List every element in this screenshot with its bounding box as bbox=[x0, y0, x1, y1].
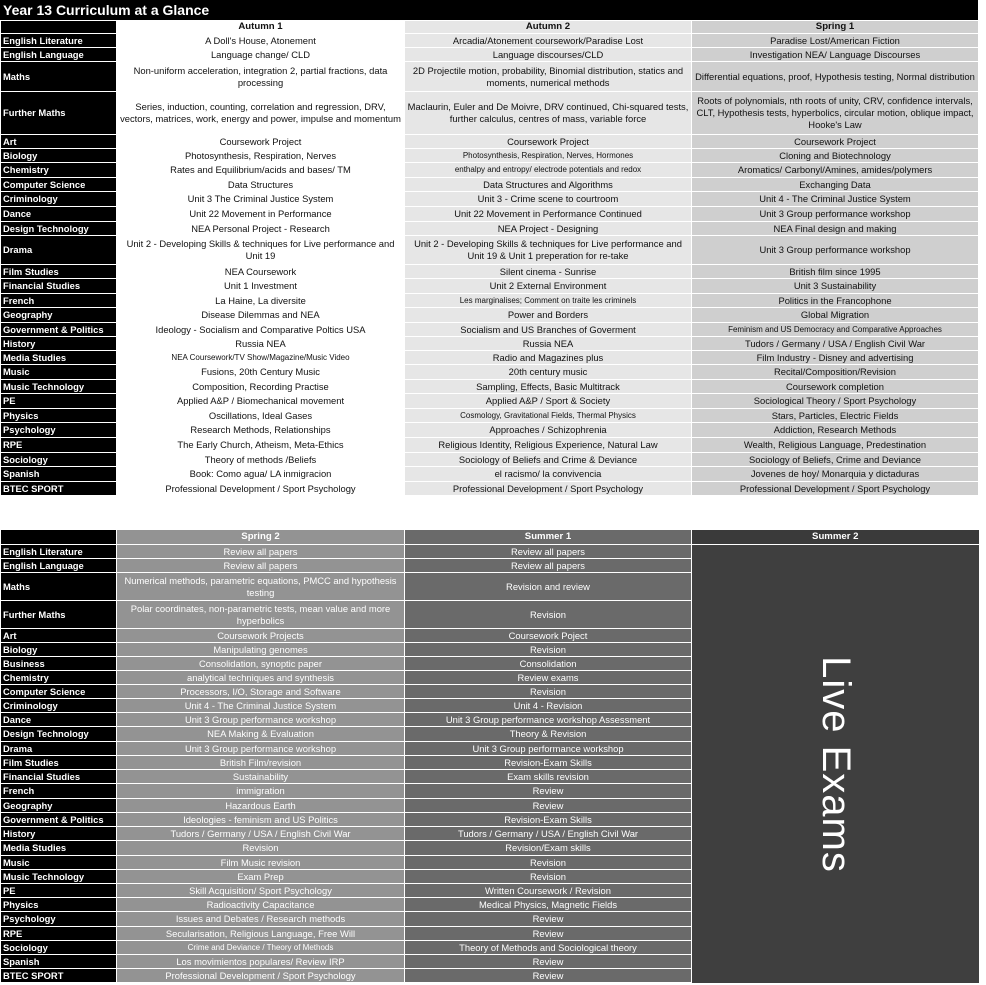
live-exams-cell bbox=[692, 813, 979, 827]
topic-cell: Aromatics/ Carbonyl/Amines, amides/polymers bbox=[692, 163, 979, 178]
topic-cell: Sociology of Beliefs, Crime and Deviance bbox=[692, 453, 979, 467]
subject-row bbox=[1, 699, 979, 713]
subject-row bbox=[1, 784, 979, 799]
topic-cell: Tudors / Germany / USA / English Civil War bbox=[405, 827, 692, 841]
subject-label: Film Studies bbox=[1, 265, 117, 279]
page-title: Year 13 Curriculum at a Glance bbox=[0, 0, 978, 20]
live-exams-cell bbox=[692, 657, 979, 671]
live-exams-cell bbox=[692, 870, 979, 884]
topic-cell: immigration bbox=[117, 784, 405, 799]
subject-label: PE bbox=[1, 884, 117, 898]
subject-label: Design Technology bbox=[1, 727, 117, 742]
live-exams-cell bbox=[692, 827, 979, 841]
topic-cell: Unit 3 Group performance workshop bbox=[117, 713, 405, 727]
live-exams-cell bbox=[692, 629, 979, 643]
subject-row bbox=[1, 34, 979, 48]
subject-row bbox=[1, 163, 979, 178]
topic-cell: Issues and Debates / Research methods bbox=[117, 912, 405, 927]
subject-row bbox=[1, 671, 979, 685]
subject-label: Drama bbox=[1, 236, 117, 265]
subject-label: Spanish bbox=[1, 955, 117, 969]
live-exams-cell bbox=[692, 884, 979, 898]
topic-cell: Theory of Methods and Sociological theory bbox=[405, 941, 692, 955]
subject-label: Psychology bbox=[1, 423, 117, 438]
topic-cell: Professional Development / Sport Psychology bbox=[692, 482, 979, 496]
live-exams-cell bbox=[692, 770, 979, 784]
topic-cell: el racismo/ la convivencia bbox=[405, 467, 692, 482]
topic-cell: Revision/Exam skills bbox=[405, 841, 692, 856]
subject-row bbox=[1, 423, 979, 438]
topic-cell: 2D Projectile motion, probability, Binomial distribution, statics and moments, numerical methods bbox=[405, 62, 692, 92]
subject-row bbox=[1, 409, 979, 423]
subject-label: Government & Politics bbox=[1, 323, 117, 337]
topic-cell: Unit 3 Group performance workshop bbox=[692, 207, 979, 222]
topic-cell: Approaches / Schizophrenia bbox=[405, 423, 692, 438]
topic-cell: British film since 1995 bbox=[692, 265, 979, 279]
topic-cell: Russia NEA bbox=[405, 337, 692, 351]
topic-cell: Unit 2 - Developing Skills & techniques for Live performance and Unit 19 & Unit 1 preperation for re-take bbox=[405, 236, 692, 265]
topic-cell: Sampling, Effects, Basic Multitrack bbox=[405, 380, 692, 394]
topic-cell: Unit 3 Group performance workshop bbox=[117, 742, 405, 756]
subject-label: Art bbox=[1, 135, 117, 149]
topic-cell: Cloning and Biotechnology bbox=[692, 149, 979, 163]
subject-label: Government & Politics bbox=[1, 813, 117, 827]
topic-cell: Maclaurin, Euler and De Moivre, DRV continued, Chi-squared tests, further calculus, centres of mass, variable force bbox=[405, 92, 692, 135]
live-exams-cell bbox=[692, 941, 979, 955]
subject-row bbox=[1, 380, 979, 394]
topic-cell: Manipulating genomes bbox=[117, 643, 405, 657]
subject-label: Physics bbox=[1, 898, 117, 912]
subject-row bbox=[1, 365, 979, 380]
subject-row bbox=[1, 941, 979, 955]
subject-row bbox=[1, 394, 979, 409]
topic-cell: Radioactivity Capacitance bbox=[117, 898, 405, 912]
subject-label: Geography bbox=[1, 308, 117, 323]
topic-cell: enthalpy and entropy/ electrode potentials and redox bbox=[405, 163, 692, 178]
topic-cell: Medical Physics, Magnetic Fields bbox=[405, 898, 692, 912]
topic-cell: Unit 3 Group performance workshop bbox=[405, 742, 692, 756]
subject-label: Physics bbox=[1, 409, 117, 423]
topic-cell: Revision bbox=[405, 870, 692, 884]
subject-row bbox=[1, 770, 979, 784]
topic-cell: Unit 2 - Developing Skills & techniques for Live performance and Unit 19 bbox=[117, 236, 405, 265]
live-exams-cell bbox=[692, 856, 979, 870]
subject-row bbox=[1, 601, 979, 629]
subject-row bbox=[1, 856, 979, 870]
subject-label: Sociology bbox=[1, 453, 117, 467]
live-exams-cell bbox=[692, 898, 979, 912]
live-exams-cell bbox=[692, 671, 979, 685]
topic-cell: Les marginalises; Comment on traite les criminels bbox=[405, 294, 692, 308]
topic-cell: Fusions, 20th Century Music bbox=[117, 365, 405, 380]
topic-cell: Unit 2 External Environment bbox=[405, 279, 692, 294]
topic-cell: NEA Coursework bbox=[117, 265, 405, 279]
topic-cell: NEA Personal Project - Research bbox=[117, 222, 405, 236]
topic-cell: Unit 3 Group performance workshop bbox=[692, 236, 979, 265]
topic-cell: Coursework Project bbox=[117, 135, 405, 149]
topic-cell: Review bbox=[405, 955, 692, 969]
topic-cell: Secularisation, Religious Language, Free Will bbox=[117, 927, 405, 941]
topic-cell: Coursework Projects bbox=[117, 629, 405, 643]
subject-label: Criminology bbox=[1, 699, 117, 713]
topic-cell: Unit 3 Sustainability bbox=[692, 279, 979, 294]
topic-cell: Revision bbox=[117, 841, 405, 856]
subject-row bbox=[1, 713, 979, 727]
topic-cell: Cosmology, Gravitational Fields, Thermal Physics bbox=[405, 409, 692, 423]
subject-label: Dance bbox=[1, 713, 117, 727]
topic-cell: Differential equations, proof, Hypothesis testing, Normal distribution bbox=[692, 62, 979, 92]
subject-label: Music Technology bbox=[1, 870, 117, 884]
live-exams-cell bbox=[692, 756, 979, 770]
topic-cell: Crime and Deviance / Theory of Methods bbox=[117, 941, 405, 955]
live-exams-cell bbox=[692, 784, 979, 799]
live-exams-cell bbox=[692, 955, 979, 969]
topic-cell: Silent cinema - Sunrise bbox=[405, 265, 692, 279]
header-corner bbox=[1, 21, 117, 34]
topic-cell: Arcadia/Atonement coursework/Paradise Lost bbox=[405, 34, 692, 48]
subject-row bbox=[1, 727, 979, 742]
topic-cell: Revision bbox=[405, 685, 692, 699]
subject-label: English Literature bbox=[1, 545, 117, 559]
subject-row bbox=[1, 573, 979, 601]
topic-cell: Theory of methods /Beliefs bbox=[117, 453, 405, 467]
subject-label: RPE bbox=[1, 438, 117, 453]
subject-row bbox=[1, 149, 979, 163]
spring-summer-table bbox=[0, 529, 979, 983]
topic-cell: Data Structures and Algorithms bbox=[405, 178, 692, 192]
topic-cell: Unit 1 Investment bbox=[117, 279, 405, 294]
live-exams-cell bbox=[692, 601, 979, 629]
topic-cell: Revision bbox=[405, 643, 692, 657]
subject-label: Financial Studies bbox=[1, 279, 117, 294]
subject-row bbox=[1, 323, 979, 337]
topic-cell: Review exams bbox=[405, 671, 692, 685]
topic-cell: Radio and Magazines plus bbox=[405, 351, 692, 365]
subject-row bbox=[1, 813, 979, 827]
topic-cell: Unit 4 - The Criminal Justice System bbox=[692, 192, 979, 207]
topic-cell: Applied A&P / Biomechanical movement bbox=[117, 394, 405, 409]
topic-cell: Addiction, Research Methods bbox=[692, 423, 979, 438]
live-exams-cell bbox=[692, 841, 979, 856]
subject-row bbox=[1, 192, 979, 207]
subject-label: Spanish bbox=[1, 467, 117, 482]
subject-row bbox=[1, 884, 979, 898]
topic-cell: Review bbox=[405, 912, 692, 927]
live-exams-cell bbox=[692, 727, 979, 742]
live-exams-cell bbox=[692, 742, 979, 756]
topic-cell: Review bbox=[405, 969, 692, 983]
live-exams-cell bbox=[692, 927, 979, 941]
topic-cell: Processors, I/O, Storage and Software bbox=[117, 685, 405, 699]
topic-cell: analytical techniques and synthesis bbox=[117, 671, 405, 685]
live-exams-cell bbox=[692, 912, 979, 927]
subject-row bbox=[1, 629, 979, 643]
topic-cell: Review bbox=[405, 784, 692, 799]
header-row bbox=[1, 21, 979, 34]
subject-label: Chemistry bbox=[1, 163, 117, 178]
topic-cell: Revision bbox=[405, 601, 692, 629]
topic-cell: Review all papers bbox=[405, 545, 692, 559]
topic-cell: Oscillations, Ideal Gases bbox=[117, 409, 405, 423]
subject-row bbox=[1, 685, 979, 699]
subject-row bbox=[1, 265, 979, 279]
subject-label: Music bbox=[1, 365, 117, 380]
topic-cell: NEA Coursework/TV Show/Magazine/Music Video bbox=[117, 351, 405, 365]
topic-cell: Sociology of Beliefs and Crime & Deviance bbox=[405, 453, 692, 467]
subject-label: Media Studies bbox=[1, 351, 117, 365]
autumn-spring-table bbox=[0, 20, 979, 496]
term-header: Autumn 1 bbox=[117, 21, 405, 34]
live-exams-cell bbox=[692, 545, 979, 559]
term-header: Summer 1 bbox=[405, 530, 692, 545]
topic-cell: NEA Project - Designing bbox=[405, 222, 692, 236]
topic-cell: Wealth, Religious Language, Predestination bbox=[692, 438, 979, 453]
subject-row bbox=[1, 870, 979, 884]
subject-label: Psychology bbox=[1, 912, 117, 927]
subject-label: Biology bbox=[1, 149, 117, 163]
topic-cell: Unit 4 - Revision bbox=[405, 699, 692, 713]
topic-cell: Tudors / Germany / USA / English Civil War bbox=[117, 827, 405, 841]
topic-cell: Socialism and US Branches of Goverment bbox=[405, 323, 692, 337]
live-exams-cell bbox=[692, 559, 979, 573]
topic-cell: Global Migration bbox=[692, 308, 979, 323]
subject-label: Computer Science bbox=[1, 685, 117, 699]
topic-cell: Unit 3 - Crime scene to courtroom bbox=[405, 192, 692, 207]
term-header: Summer 2 bbox=[692, 530, 979, 545]
topic-cell: Exchanging Data bbox=[692, 178, 979, 192]
topic-cell: Recital/Composition/Revision bbox=[692, 365, 979, 380]
subject-row bbox=[1, 453, 979, 467]
topic-cell: Consolidation bbox=[405, 657, 692, 671]
subject-label: RPE bbox=[1, 927, 117, 941]
subject-label: French bbox=[1, 784, 117, 799]
topic-cell: 20th century music bbox=[405, 365, 692, 380]
subject-row bbox=[1, 912, 979, 927]
topic-cell: Review all papers bbox=[117, 559, 405, 573]
term-header: Spring 1 bbox=[692, 21, 979, 34]
topic-cell: Consolidation, synoptic paper bbox=[117, 657, 405, 671]
subject-row bbox=[1, 643, 979, 657]
topic-cell: Film Music revision bbox=[117, 856, 405, 870]
topic-cell: Unit 4 - The Criminal Justice System bbox=[117, 699, 405, 713]
live-exams-cell bbox=[692, 643, 979, 657]
subject-label: French bbox=[1, 294, 117, 308]
live-exams-cell bbox=[692, 799, 979, 813]
subject-label: Media Studies bbox=[1, 841, 117, 856]
topic-cell: Data Structures bbox=[117, 178, 405, 192]
topic-cell: Polar coordinates, non-parametric tests, mean value and more hyperbolics bbox=[117, 601, 405, 629]
live-exams-cell bbox=[692, 713, 979, 727]
subject-label: Chemistry bbox=[1, 671, 117, 685]
topic-cell: Non-uniform acceleration, integration 2, partial fractions, data processing bbox=[117, 62, 405, 92]
topic-cell: Jovenes de hoy/ Monarquia y dictaduras bbox=[692, 467, 979, 482]
subject-row bbox=[1, 841, 979, 856]
topic-cell: Theory & Revision bbox=[405, 727, 692, 742]
topic-cell: Language discourses/CLD bbox=[405, 48, 692, 62]
topic-cell: Book: Como agua/ LA inmigracion bbox=[117, 467, 405, 482]
subject-row bbox=[1, 898, 979, 912]
topic-cell: Rates and Equilibrium/acids and bases/ TM bbox=[117, 163, 405, 178]
subject-label: Design Technology bbox=[1, 222, 117, 236]
topic-cell: Revision bbox=[405, 856, 692, 870]
topic-cell: Photosynthesis, Respiration, Nerves bbox=[117, 149, 405, 163]
topic-cell: Coursework Project bbox=[692, 135, 979, 149]
subject-label: Maths bbox=[1, 62, 117, 92]
subject-label: Computer Science bbox=[1, 178, 117, 192]
topic-cell: Review all papers bbox=[405, 559, 692, 573]
topic-cell: Film Industry - Disney and advertising bbox=[692, 351, 979, 365]
subject-row bbox=[1, 482, 979, 496]
topic-cell: NEA Final design and making bbox=[692, 222, 979, 236]
subject-row bbox=[1, 657, 979, 671]
header-corner bbox=[1, 530, 117, 545]
topic-cell: Ideology - Socialism and Comparative Poltics USA bbox=[117, 323, 405, 337]
subject-label: History bbox=[1, 337, 117, 351]
topic-cell: Revision-Exam Skills bbox=[405, 813, 692, 827]
topic-cell: Unit 22 Movement in Performance bbox=[117, 207, 405, 222]
term-header: Spring 2 bbox=[117, 530, 405, 545]
subject-label: Film Studies bbox=[1, 756, 117, 770]
topic-cell: Research Methods, Relationships bbox=[117, 423, 405, 438]
subject-row bbox=[1, 799, 979, 813]
topic-cell: Review bbox=[405, 799, 692, 813]
topic-cell: Composition, Recording Practise bbox=[117, 380, 405, 394]
topic-cell: Photosynthesis, Respiration, Nerves, Hormones bbox=[405, 149, 692, 163]
topic-cell: Unit 22 Movement in Performance Continued bbox=[405, 207, 692, 222]
subject-row bbox=[1, 955, 979, 969]
topic-cell: Numerical methods, parametric equations, PMCC and hypothesis testing bbox=[117, 573, 405, 601]
subject-label: English Language bbox=[1, 559, 117, 573]
subject-row bbox=[1, 178, 979, 192]
subject-row bbox=[1, 559, 979, 573]
subject-label: BTEC SPORT bbox=[1, 482, 117, 496]
topic-cell: Unit 3 Group performance workshop Assessment bbox=[405, 713, 692, 727]
topic-cell: Power and Borders bbox=[405, 308, 692, 323]
subject-row bbox=[1, 756, 979, 770]
topic-cell: Los movimientos populares/ Review IRP bbox=[117, 955, 405, 969]
topic-cell: Written Coursework / Revision bbox=[405, 884, 692, 898]
live-exams-cell bbox=[692, 573, 979, 601]
topic-cell: Investigation NEA/ Language Discourses bbox=[692, 48, 979, 62]
subject-row bbox=[1, 92, 979, 135]
subject-label: Further Maths bbox=[1, 92, 117, 135]
subject-label: Further Maths bbox=[1, 601, 117, 629]
subject-row bbox=[1, 351, 979, 365]
subject-row bbox=[1, 62, 979, 92]
subject-row bbox=[1, 222, 979, 236]
topic-cell: Coursework completion bbox=[692, 380, 979, 394]
topic-cell: The Early Church, Atheism, Meta-Ethics bbox=[117, 438, 405, 453]
subject-label: English Language bbox=[1, 48, 117, 62]
subject-label: Art bbox=[1, 629, 117, 643]
subject-row bbox=[1, 48, 979, 62]
subject-row bbox=[1, 742, 979, 756]
live-exams-cell bbox=[692, 699, 979, 713]
topic-cell: Tudors / Germany / USA / English Civil War bbox=[692, 337, 979, 351]
subject-label: Sociology bbox=[1, 941, 117, 955]
topic-cell: Revision-Exam Skills bbox=[405, 756, 692, 770]
live-exams-text: Live Exams bbox=[813, 656, 858, 873]
topic-cell: Religious Identity, Religious Experience, Natural Law bbox=[405, 438, 692, 453]
topic-cell: Series, induction, counting, correlation and regression, DRV, vectors, matrices, work, energy and power, impulse and momentum bbox=[117, 92, 405, 135]
subject-label: Geography bbox=[1, 799, 117, 813]
topic-cell: Hazardous Earth bbox=[117, 799, 405, 813]
subject-label: Music bbox=[1, 856, 117, 870]
topic-cell: Professional Development / Sport Psychology bbox=[405, 482, 692, 496]
topic-cell: Revision and review bbox=[405, 573, 692, 601]
topic-cell: Coursework Project bbox=[405, 135, 692, 149]
topic-cell: Skill Acquisition/ Sport Psychology bbox=[117, 884, 405, 898]
topic-cell: Professional Development / Sport Psychology bbox=[117, 969, 405, 983]
subject-label: History bbox=[1, 827, 117, 841]
topic-cell: Applied A&P / Sport & Society bbox=[405, 394, 692, 409]
subject-row bbox=[1, 827, 979, 841]
subject-row bbox=[1, 467, 979, 482]
topic-cell: A Doll's House, Atonement bbox=[117, 34, 405, 48]
topic-cell: Exam Prep bbox=[117, 870, 405, 884]
topic-cell: Sociological Theory / Sport Psychology bbox=[692, 394, 979, 409]
topic-cell: Review bbox=[405, 927, 692, 941]
topic-cell: Feminism and US Democracy and Comparative Approaches bbox=[692, 323, 979, 337]
topic-cell: Sustainability bbox=[117, 770, 405, 784]
subject-label: English Literature bbox=[1, 34, 117, 48]
topic-cell: Roots of polynomials, nth roots of unity, CRV, confidence intervals, CLT, Hypothesis tests, hyperbolics, circular motion, oblique impact, Hooke's Law bbox=[692, 92, 979, 135]
subject-label: Dance bbox=[1, 207, 117, 222]
subject-row bbox=[1, 279, 979, 294]
subject-label: Drama bbox=[1, 742, 117, 756]
topic-cell: Unit 3 The Criminal Justice System bbox=[117, 192, 405, 207]
topic-cell: Review all papers bbox=[117, 545, 405, 559]
subject-label: PE bbox=[1, 394, 117, 409]
subject-row bbox=[1, 294, 979, 308]
subject-row bbox=[1, 927, 979, 941]
topic-cell: NEA Making & Evaluation bbox=[117, 727, 405, 742]
subject-label: BTEC SPORT bbox=[1, 969, 117, 983]
subject-label: Biology bbox=[1, 643, 117, 657]
topic-cell: Disease Dilemmas and NEA bbox=[117, 308, 405, 323]
subject-row bbox=[1, 337, 979, 351]
subject-label: Maths bbox=[1, 573, 117, 601]
topic-cell: Politics in the Francophone bbox=[692, 294, 979, 308]
subject-row bbox=[1, 438, 979, 453]
topic-cell: Stars, Particles, Electric Fields bbox=[692, 409, 979, 423]
topic-cell: Paradise Lost/American Fiction bbox=[692, 34, 979, 48]
topic-cell: Russia NEA bbox=[117, 337, 405, 351]
topic-cell: British Film/revision bbox=[117, 756, 405, 770]
subject-label: Financial Studies bbox=[1, 770, 117, 784]
topic-cell: Language change/ CLD bbox=[117, 48, 405, 62]
live-exams-cell bbox=[692, 685, 979, 699]
subject-label: Criminology bbox=[1, 192, 117, 207]
topic-cell: Exam skills revision bbox=[405, 770, 692, 784]
header-row bbox=[1, 530, 979, 545]
term-header: Autumn 2 bbox=[405, 21, 692, 34]
subject-label: Music Technology bbox=[1, 380, 117, 394]
topic-cell: Coursework Poject bbox=[405, 629, 692, 643]
subject-row bbox=[1, 545, 979, 559]
subject-row bbox=[1, 969, 979, 983]
subject-label: Business bbox=[1, 657, 117, 671]
subject-row bbox=[1, 308, 979, 323]
topic-cell: Professional Development / Sport Psychology bbox=[117, 482, 405, 496]
live-exams-cell bbox=[692, 969, 979, 983]
topic-cell: La Haine, La diversite bbox=[117, 294, 405, 308]
subject-row bbox=[1, 207, 979, 222]
topic-cell: Ideologies - feminism and US Politics bbox=[117, 813, 405, 827]
subject-row bbox=[1, 135, 979, 149]
subject-row bbox=[1, 236, 979, 265]
